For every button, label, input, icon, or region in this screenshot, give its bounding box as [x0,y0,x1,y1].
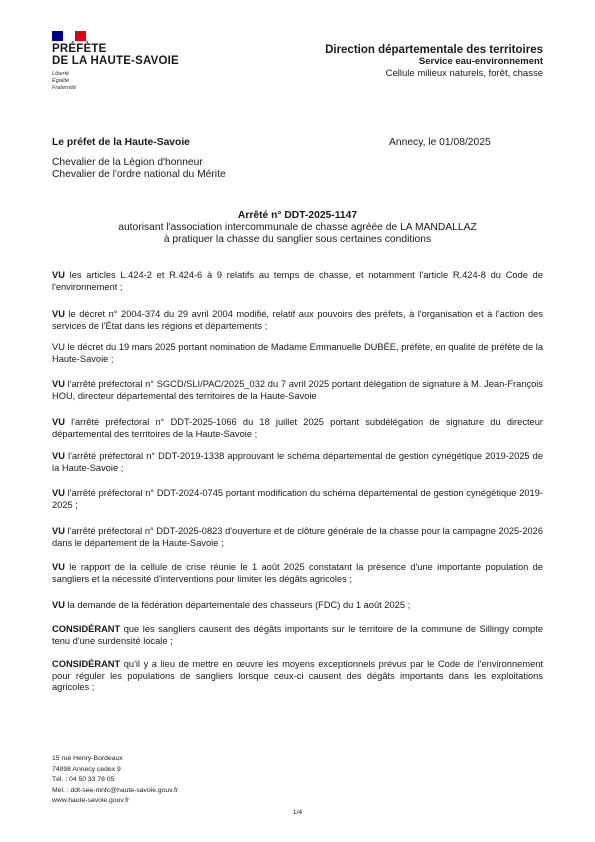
prefecture-brand [52,43,179,67]
para-text: que les sangliers causent des dégâts importants sur le territoire de la commune de Sillingy compte tenu d'une surdensité locale ; [52,624,543,646]
para-lead: VU [52,379,65,389]
para-text: l'arrêté préfectoral n° DDT-2024-0745 portant modification du schéma départemental de gestion cynégétique 2019-2025 ; [52,488,543,510]
service-name: Service eau-environnement [418,56,543,67]
para-text: l'arrêté préfectoral n° DDT-2019-1338 approuvant le schéma départemental de gestion cynégétique 2019-2025 de la Haute-Savoie ; [52,451,543,473]
footer-phone: Tél. : 04 50 33 78 05 [52,776,115,783]
vu-paragraph [52,417,543,440]
footer-website: www.haute-savoie.gouv.fr [52,797,130,804]
considerant-paragraph [52,659,543,694]
para-text: la demande de la fédération départementale des chasseurs (FDC) du 1 août 2025 ; [64,600,411,610]
marianne-flag-icon [52,31,86,41]
para-text: qu'il y a lieu de mettre en œuvre les moyens exceptionnels prévus par le Code de l'environnement pour réguler les populations de sangliers lorsque ceux-ci causent des dégâts importants dans les exploitations agricoles ; [52,659,543,692]
contact-footer [52,754,178,807]
vu-paragraph [52,309,543,332]
para-lead: VU [52,488,65,498]
vu-paragraph [52,526,543,549]
para-text: le décret n° 2004-374 du 29 avril 2004 modifié, relatif aux pouvoirs des préfets, à l'organisation et à l'action des services de l'État dans les régions et départements ; [52,309,543,331]
para-lead: VU [52,270,65,280]
prefet-heading: Le préfet de la Haute-Savoie [52,137,190,148]
republic-motto [52,71,76,92]
arrete-number: Arrêté n° DDT-2025-1147 [237,210,358,221]
brand-line-2: DE LA HAUTE-SAVOIE [52,55,179,67]
vu-paragraph [52,600,543,612]
considerant-paragraph [52,624,543,647]
vu-paragraph [52,342,543,365]
para-lead: VU [52,562,65,572]
vu-paragraph [52,488,543,511]
cellule-name: Cellule milieux naturels, forêt, chasse [385,68,543,79]
para-text: les articles L.424-2 et R.424-6 à 9 relatifs au temps de chasse, et notamment l'article R.424-8 du Code de l'environnement ; [52,270,543,292]
footer-address-2: 74998 Annecy cedex 9 [52,765,121,773]
document-date: Annecy, le 01/08/2025 [389,137,491,148]
footer-address-1: 15 rue Henry-Bordeaux [52,755,123,762]
motto-liberte: Liberté [52,71,70,77]
para-lead: CONSIDÉRANT [52,624,121,634]
para-lead: VU [52,526,65,536]
arrete-subject-line-1: autorisant l'association intercommunale de chasse agréée de LA MANDALLAZ [118,222,477,233]
flag-red-stripe [75,31,86,41]
footer-email: Mél. : ddt-see-mnfc@haute-savoie.gouv.fr [52,786,179,794]
para-text: le rapport de la cellule de crise réunie le 1 août 2025 constatant la présence d'une importante population de sangliers et la nécessité d'interventions pour limiter les dégâts agricoles ; [52,562,543,584]
para-text: l'arrêté préfectoral n° DDT-2025-1066 du 18 juillet 2025 portant subdélégation de signature du directeur départemental des territoires de la Haute-Savoie ; [52,417,543,439]
para-lead: VU [52,417,65,427]
brand-line-1: PRÉFÈTE [52,43,107,55]
para-lead: VU [52,600,65,610]
honor-merite: Chevalier de l'ordre national du Mérite [52,169,226,180]
motto-egalite: Égalité [52,78,70,84]
arrete-title-block [52,210,543,246]
vu-paragraph [52,562,543,585]
vu-paragraph [52,379,543,402]
vu-paragraph [52,270,543,293]
page-number: 1/4 [292,809,303,816]
arrete-subject-line-2: à pratiquer la chasse du sanglier sous certaines conditions [163,234,432,245]
motto-fraternite: Fraternité [52,85,76,91]
para-lead: VU [52,451,65,461]
para-lead: VU [52,309,65,319]
para-text: VU le décret du 19 mars 2025 portant nomination de Madame Emmanuelle DUBÉE, préfète, en qualité de préfète de la Haute-Savoie ; [52,342,543,364]
direction-name: Direction départementale des territoires [325,44,543,56]
para-text: l'arrêté préfectoral n° SGCD/SLI/PAC/2025_032 du 7 avril 2025 portant délégation de signature à M. Jean-François HOU, directeur départemental des territoires de la Haute-Savoie [52,379,543,401]
flag-white-stripe [63,31,74,41]
vu-paragraph [52,451,543,474]
issuing-service [325,44,543,80]
honor-legion: Chevalier de la Légion d'honneur [52,157,203,168]
para-lead: CONSIDÉRANT [52,659,121,669]
flag-blue-stripe [52,31,63,41]
prefet-honors [52,157,226,181]
para-text: l'arrêté préfectoral n° DDT-2025-0823 d'ouverture et de clôture générale de la chasse pour la campagne 2025-2026 dans le département de la Haute-Savoie ; [52,526,543,548]
